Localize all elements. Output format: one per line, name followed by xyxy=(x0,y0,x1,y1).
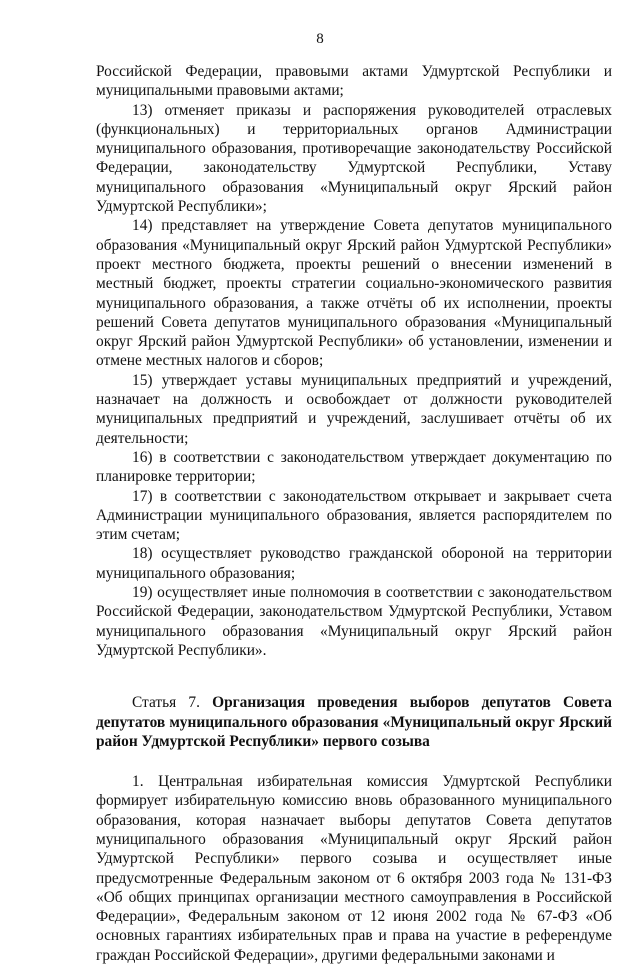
article-label: Статья 7. xyxy=(132,694,200,712)
page-number: 8 xyxy=(316,31,324,47)
article-paragraph-1: 1. Центральная избирательная комиссия Удмуртской Республики формирует избирательную комиссию вновь образованного муниципального образования, которая назначает выборы депутатов Совета депутатов муниципального образования «Муниципальный округ Ярский район Удмуртской Республики» первого созыва и осуществляет иные предусмотренные Федеральным законом от 6 октября 2003 года № 131-ФЗ «Об общих принципах организации местного самоуправления в Российской Федерации», Федеральным законом от 12 июня 2002 года № 67-ФЗ «Об основных гарантиях избирательных прав и права на участие в референдуме граждан Российской Федерации», другими федеральными законами и xyxy=(96,773,612,964)
list-item-18: 18) осуществляет руководство гражданской обороной на территории муниципального образования; xyxy=(96,545,612,582)
list-item-17: 17) в соответствии с законодательством открывает и закрывает счета Администрации муниципального образования, является распорядителем по этим счетам; xyxy=(96,487,612,544)
document-body xyxy=(96,62,612,965)
article-title: Организация проведения выборов депутатов Совета депутатов муниципального образования «Муниципальный округ Ярский район Удмуртской Республики» первого созыва xyxy=(96,694,612,750)
article-heading xyxy=(96,693,612,751)
continuation-paragraph: Российской Федерации, правовыми актами Удмуртской Республики и муниципальными правовыми актами; xyxy=(96,63,612,100)
list-item-13: 13) отменяет приказы и распоряжения руководителей отраслевых (функциональных) и территориальных органов Администрации муниципального образования, противоречащие законодательству Российской Федерации, законодательству Удмуртской Республики, Уставу муниципального образования «Муниципальный округ Ярский район Удмуртской Республики»; xyxy=(96,101,612,216)
list-item-14: 14) представляет на утверждение Совета депутатов муниципального образования «Муниципальный округ Ярский район Удмуртской Республики» проект местного бюджета, проекты решений о внесении изменений в местный бюджет, проекты стратегии социально-экономического развития муниципального образования, а также отчёты об их исполнении, проекты решений Совета депутатов муниципального образования «Муниципальный округ Ярский район Удмуртской Республики» об установлении, изменении и отмене местных налогов и сборов; xyxy=(96,217,612,370)
list-item-19: 19) осуществляет иные полномочия в соответствии с законодательством Российской Федерации, законодательством Удмуртской Республики, Уставом муниципального образования «Муниципальный округ Ярский район Удмуртской Республики». xyxy=(96,584,612,659)
list-item-16: 16) в соответствии с законодательством утверждает документацию по планировке территории; xyxy=(96,448,612,486)
list-item-15: 15) утверждает уставы муниципальных предприятий и учреждений, назначает на должность и освобождает от должности руководителей муниципальных предприятий и учреждений, заслушивает отчёты об их деятельности; xyxy=(96,371,612,447)
